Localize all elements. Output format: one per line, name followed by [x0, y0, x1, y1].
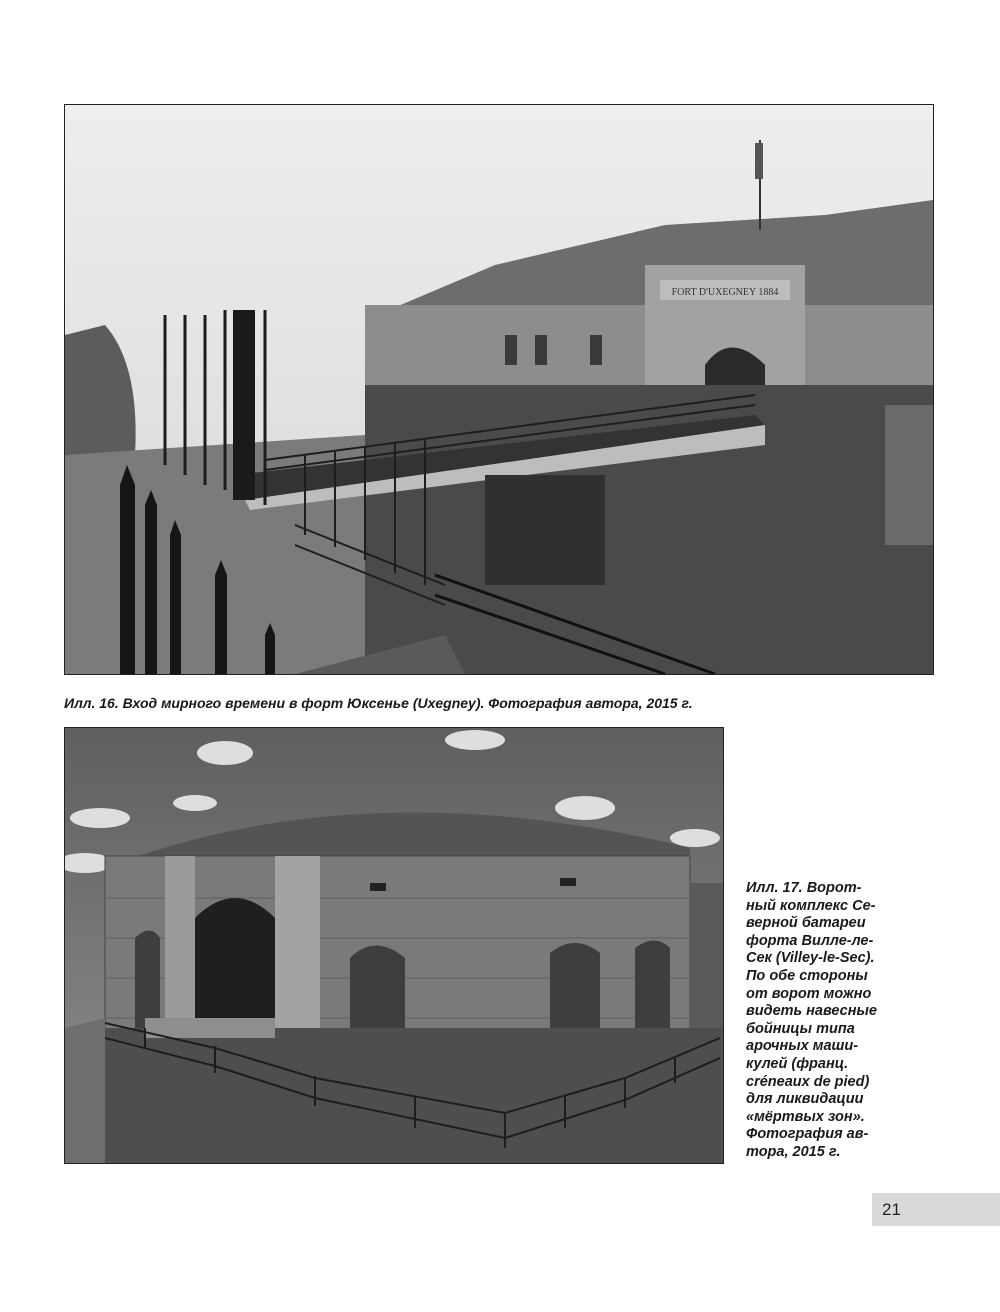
caption-line: тора, 2015 г.: [746, 1143, 841, 1160]
caption-line: «мёртвых зон».: [746, 1108, 865, 1125]
caption-line: ный комплекс Се-: [746, 897, 876, 914]
figure-17-caption: [746, 880, 896, 1162]
gate-inscription: FORT D'UXEGNEY 1884: [671, 287, 779, 298]
caption-line: видеть навесные: [746, 1003, 877, 1020]
caption-line: По обе стороны: [746, 967, 868, 984]
page-number: 21: [882, 1200, 901, 1219]
photo-villey-le-sec-gate-complex: [64, 727, 724, 1164]
caption-line: верной батареи: [746, 915, 866, 932]
caption-line: créneaux de pied): [746, 1073, 870, 1090]
caption-line: кулей (франц.: [746, 1055, 849, 1072]
caption-line: от ворот можно: [746, 985, 872, 1002]
photo-fort-uxegney-entrance: [64, 104, 934, 675]
page-number-tab: [872, 1193, 1000, 1226]
caption-line: арочных маши-: [746, 1038, 859, 1055]
caption-line: Фотография ав-: [746, 1126, 869, 1143]
caption-line: Илл. 17. Ворот-: [746, 880, 862, 896]
photo-villey-le-sec-image: [65, 728, 723, 1163]
caption-line: бойницы типа: [746, 1020, 855, 1037]
figure-16-caption: Илл. 16. Вход мирного времени в форт Юксенье (Uxegney). Фотография автора, 2015 г.: [64, 695, 693, 711]
caption-line: для ликвидации: [746, 1091, 864, 1108]
photo-fort-uxegney-image: [65, 105, 933, 674]
caption-line: Сек (Villey-le-Sec).: [746, 950, 875, 967]
caption-line: форта Вилле-ле-: [746, 932, 874, 949]
